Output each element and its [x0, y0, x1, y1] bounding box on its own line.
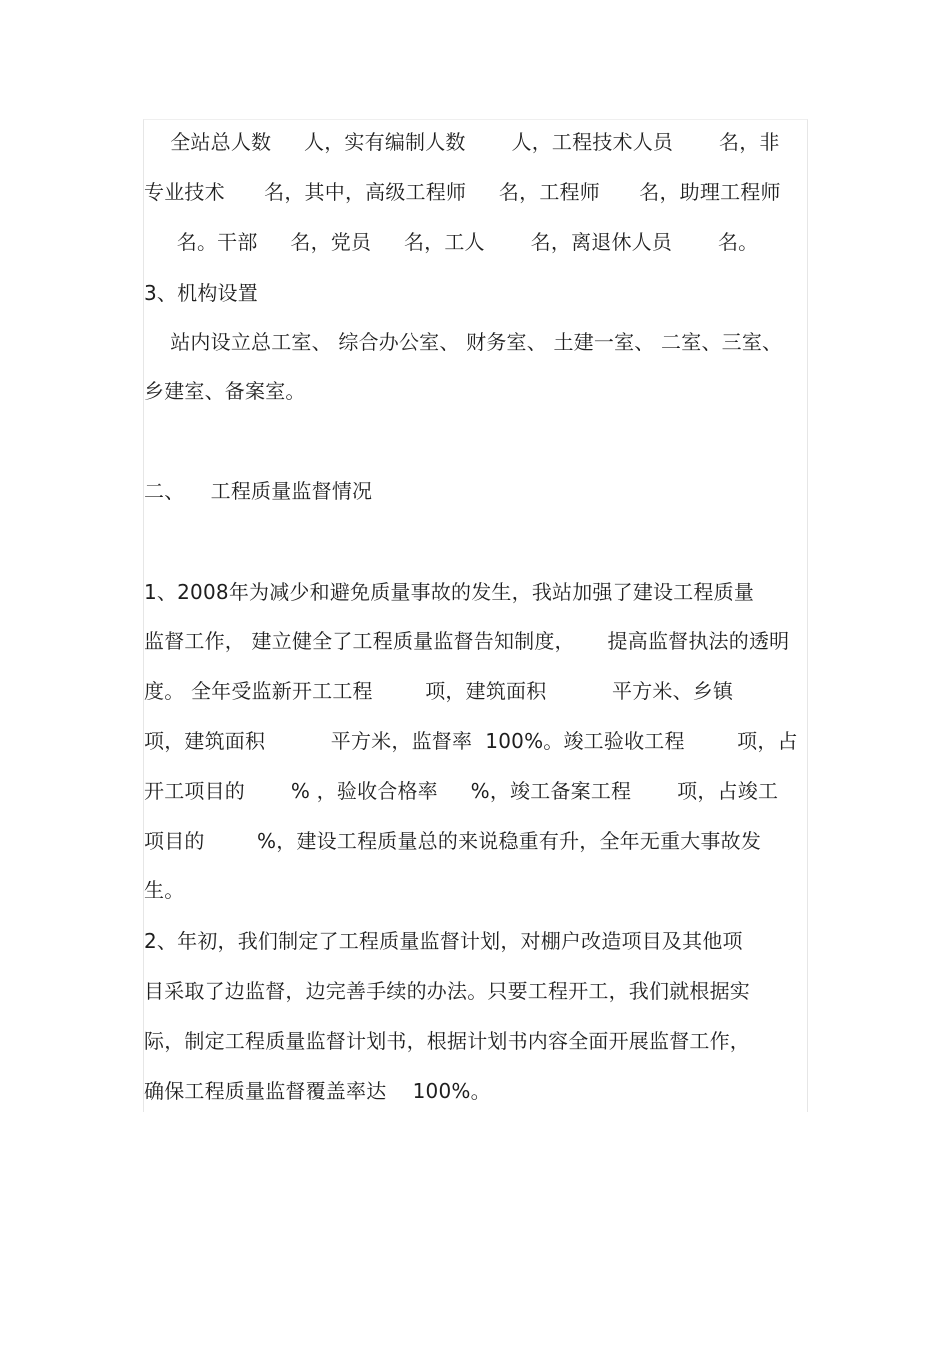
section-heading: 二、 工程质量监督情况: [144, 479, 373, 503]
item2-line-3: 际，制定工程质量监督计划书，根据计划书内容全面开展监督工作，: [144, 1029, 750, 1053]
item2-line-1: 2、年初，我们制定了工程质量监督计划，对棚户改造项目及其他项: [144, 929, 743, 953]
org-heading: 3、机构设置: [144, 281, 258, 305]
staff-line-3: 名。干部 名，党员 名，工人 名，离退休人员 名。: [144, 230, 759, 254]
org-line-1: 站内设立总工室、 综合办公室、 财务室、 土建一室、 二室、三室、: [144, 330, 783, 354]
item1-line-5: 开工项目的 % ，验收合格率 %，竣工备案工程 项，占竣工: [144, 779, 779, 803]
item1-line-7: 生。: [144, 878, 185, 902]
org-line-2: 乡建室、备案室。: [144, 379, 306, 403]
item1-line-2: 监督工作， 建立健全了工程质量监督告知制度， 提高监督执法的透明: [144, 629, 790, 653]
item2-line-4: 确保工程质量监督覆盖率达 100%。: [144, 1079, 491, 1103]
item1-line-4: 项，建筑面积 平方米，监督率 100%。竣工验收工程 项，占: [144, 729, 798, 753]
item2-line-2: 目采取了边监督，边完善手续的办法。只要工程开工，我们就根据实: [144, 979, 750, 1003]
item1-line-1: 1、2008年为减少和避免质量事故的发生，我站加强了建设工程质量: [144, 580, 755, 604]
staff-line-1: 全站总人数 人，实有编制人数 人，工程技术人员 名，非: [144, 130, 780, 154]
page-frame: [143, 119, 808, 1112]
staff-line-2: 专业技术 名，其中，高级工程师 名，工程师 名，助理工程师: [144, 180, 781, 204]
item1-line-6: 项目的 %，建设工程质量总的来说稳重有升，全年无重大事故发: [144, 829, 762, 853]
item1-line-3: 度。 全年受监新开工工程 项，建筑面积 平方米、乡镇: [144, 679, 734, 703]
